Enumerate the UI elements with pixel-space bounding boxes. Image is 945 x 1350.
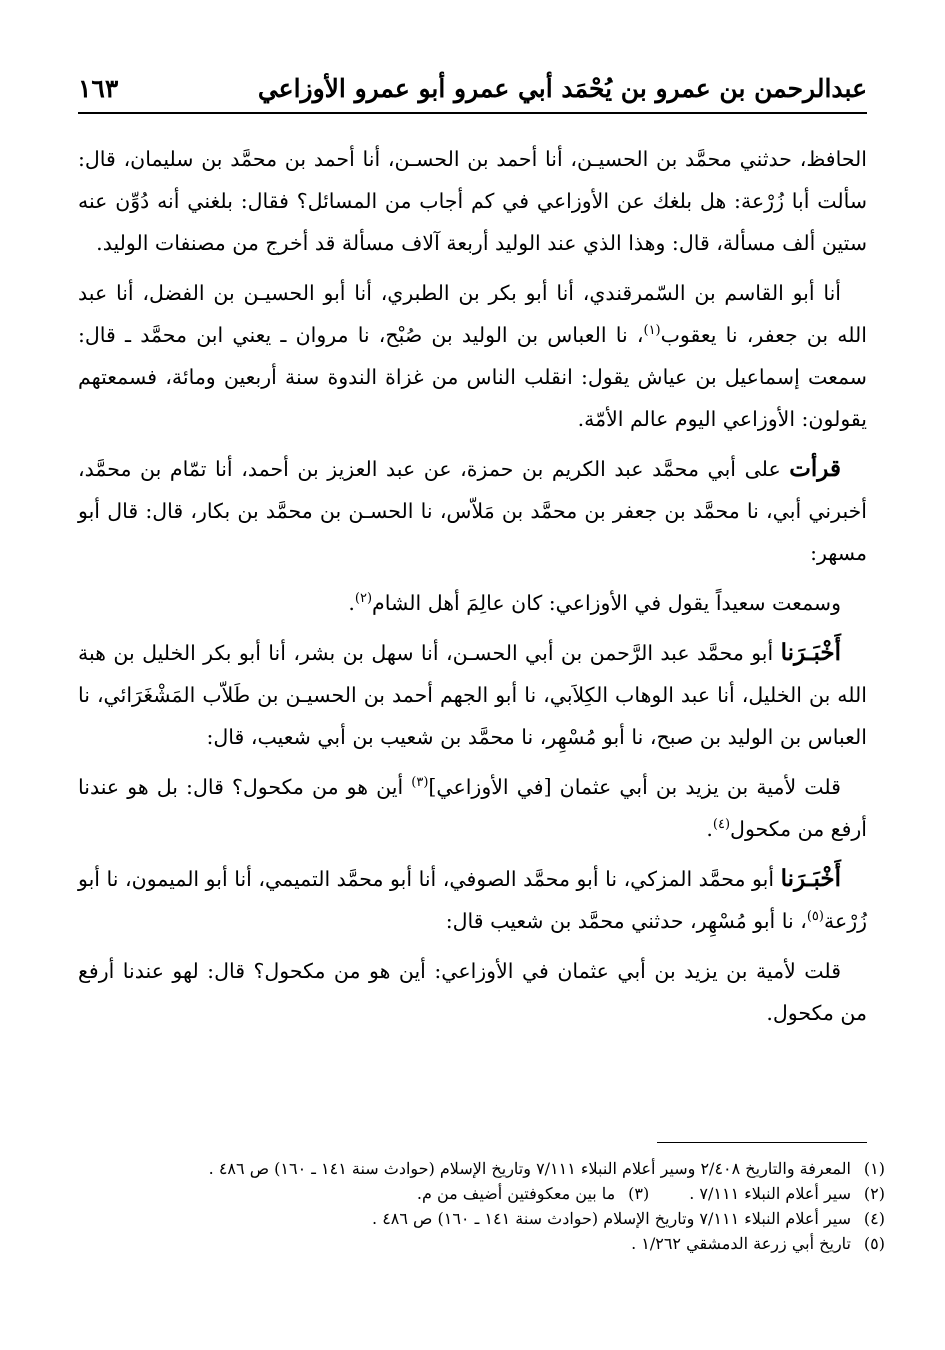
header-divider [78,112,867,114]
footnote-number: (٣) [628,1184,650,1203]
footnote-divider [657,1142,867,1143]
paragraph-2-text-a: أنا أبو القاسم بن السّمرقندي، أنا أبو بكر بن الطبري، أنا أبو الحسيـن بن الفضل، أنا عبد الله بن جعفر، نا يعقوب [78,281,868,347]
main-text [78,138,867,1042]
footnote-ref-5: (٥) [806,909,824,925]
footnote-ref-2: (٢) [354,591,373,607]
footnote-number: (٢) [863,1184,885,1203]
paragraph-7-keyword: أَخْبَـرَنا [780,865,841,892]
paragraph-4-text: وسمعت سعيداً يقول في الأوزاعي: كان عالِمَ أهل الشام [372,591,841,615]
footnote-ref-4: (٤) [712,817,731,833]
footnote-number: (٤) [863,1209,885,1228]
footnote-number: (١) [863,1159,885,1178]
paragraph-6 [78,766,867,850]
footnotes [78,1156,885,1256]
paragraph-3-keyword: قرأت [789,455,841,482]
footnote-text: سير أعلام النبلاء ٧/١١١ . [689,1184,851,1203]
footnote-text: تاريخ أبي زرعة الدمشقي ١/٢٦٢ . [631,1234,851,1253]
footnote-text: ما بين معكوفتين أضيف من م. [416,1184,616,1203]
paragraph-2 [78,272,867,440]
footnote-ref-3: (٣) [411,775,429,791]
paragraph-5-text: أبو محمَّد عبد الرَّحمن بن أبي الحسـن، أنا سهل بن بشر، أنا أبو بكر الخليل بن هبة الله بن الخليل، أنا عبد الوهاب الكِلاَبي، نا أبو الجهم أحمد بن الحسيـن بن طَلاّب المَشْغَرَائي، نا العباس بن الوليد بن صبح، نا أبو مُسْهِر، نا محمَّد بن شعيب بن أبي شعيب، قال: [78,641,867,749]
footnote-number: (٥) [863,1234,885,1253]
footnote-1 [78,1156,885,1181]
paragraph-8 [78,950,867,1034]
paragraph-4 [78,582,867,624]
page-number: ١٦٣ [78,74,119,103]
paragraph-7 [78,858,867,942]
paragraph-6-text-a: قلت لأمية بن يزيد بن أبي عثمان [في الأوزاعي] [428,775,841,799]
paragraph-3-text: على أبي محمَّد عبد الكريم بن حمزة، عن عبد العزيز بن أحمد، أنا تمّام بن محمَّد، أخبرني أبي، نا محمَّد بن جعفر بن محمَّد بن مَلاّس، نا الحسـن بن محمَّد بن بكار، قال: قال أبو مسهر: [78,457,867,565]
paragraph-4-end: . [348,591,355,615]
paragraph-2-text-b: ، نا العباس بن الوليد بن صُبْح، نا مروان ـ يعني ابن محمَّد ـ قال: سمعت إسماعيل بن عياش يقول: انقلب الناس من غزاة الندوة سنة أربعين ومائة، فسمعتهم يقولون: الأوزاعي اليوم عالم الأمّة. [78,323,867,431]
paragraph-3 [78,448,867,574]
running-title: عبدالرحمن بن عمرو بن يُحْمَد أبي عمرو أبو عمرو الأوزاعي [257,74,867,103]
paragraph-6-end: . [706,817,713,841]
footnote-4 [78,1206,885,1231]
footnote-5 [78,1231,885,1256]
paragraph-5-keyword: أَخْبَـرَنا [780,639,841,666]
paragraph-1-text: الحافظ، حدثني محمَّد بن الحسيـن، أنا أحمد بن الحسـن، أنا أحمد بن محمَّد بن سليمان، قال: سألت أبا زُرْعة: هل بلغك عن الأوزاعي في كم أجاب من المسائل؟ فقال: بلغني أنه دُوِّن عنه ستين ألف مسألة، قال: وهذا الذي عند الوليد أربعة آلاف مسألة قد أخرج من مصنفات الوليد. [78,147,867,255]
paragraph-7-text-a: أبو محمَّد المزكي، نا أبو محمَّد الصوفي، أنا أبو محمَّد التميمي، أنا أبو الميمون، نا أبو زُرْعة [78,867,867,933]
paragraph-7-text-b: ، نا أبو مُسْهِر، حدثني محمَّد بن شعيب قال: [445,909,807,933]
paragraph-5 [78,632,867,758]
footnote-text: المعرفة والتاريخ ٢/٤٠٨ وسير أعلام النبلاء ٧/١١١ وتاريخ الإسلام (حوادث سنة ١٤١ ـ ١٦٠) ص ٤٨٦ . [208,1159,851,1178]
paragraph-8-text: قلت لأمية بن يزيد بن أبي عثمان في الأوزاعي: أين هو من مكحول؟ قال: لهو عندنا أرفع من مكحول. [78,959,867,1025]
paragraph-1 [78,138,867,264]
page-header [78,74,867,114]
footnote-text: سير أعلام النبلاء ٧/١١١ وتاريخ الإسلام (حوادث سنة ١٤١ ـ ١٦٠) ص ٤٨٦ . [372,1209,851,1228]
footnote-ref-1: (١) [643,323,661,339]
paragraph-6-text-b: أين هو من مكحول؟ قال: بل هو عندنا أرفع من مكحول [78,775,867,841]
footnote-2 [78,1181,885,1206]
